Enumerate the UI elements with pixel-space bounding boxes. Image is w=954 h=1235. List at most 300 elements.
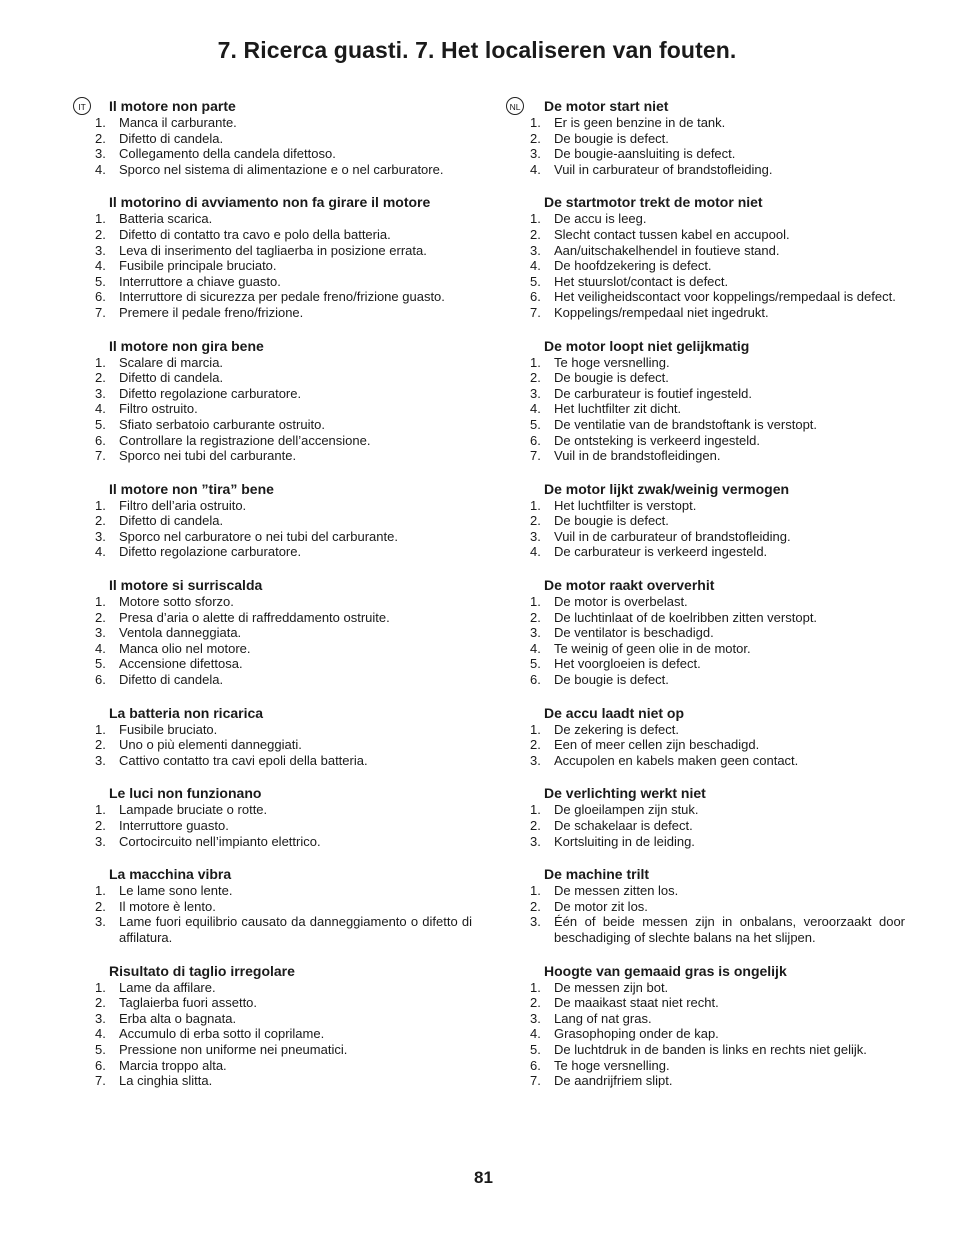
item-number: 4. xyxy=(530,258,541,274)
item-number: 2. xyxy=(530,609,541,625)
section-heading: Risultato di taglio irregolare xyxy=(109,962,295,979)
item-text: De motor is overbelast. xyxy=(554,594,688,610)
list-item xyxy=(92,737,472,753)
item-text: De gloeilampen zijn stuk. xyxy=(554,802,699,818)
item-number: 1. xyxy=(95,979,106,995)
item-number: 3. xyxy=(95,242,106,258)
item-number: 4. xyxy=(95,401,106,417)
item-text: De ventilator is beschadigd. xyxy=(554,625,714,641)
item-text: Het luchtfilter is verstopt. xyxy=(554,497,697,513)
list-item xyxy=(527,355,905,371)
list-item xyxy=(527,656,905,672)
list-item xyxy=(527,594,905,610)
list-item xyxy=(527,1011,905,1027)
item-number: 2. xyxy=(95,609,106,625)
item-number: 2. xyxy=(95,995,106,1011)
item-number: 3. xyxy=(530,528,541,544)
section-heading: Il motore non ”tira” bene xyxy=(109,480,274,497)
item-text: Vuil in de carburateur of brandstofleiding. xyxy=(554,528,791,544)
item-text: Te hoge versnelling. xyxy=(554,354,670,370)
item-number: 1. xyxy=(95,354,106,370)
section-heading: La macchina vibra xyxy=(109,866,232,883)
item-number: 3. xyxy=(530,1010,541,1026)
list-item xyxy=(92,211,472,227)
list-item xyxy=(92,753,472,769)
item-text: Accumulo di erba sotto il coprilame. xyxy=(119,1026,325,1042)
item-text: Er is geen benzine in de tank. xyxy=(554,115,726,130)
section-heading: De motor lijkt zwak/weinig vermogen xyxy=(544,480,790,497)
item-number: 1. xyxy=(95,211,106,227)
item-text: Difetto regolazione carburatore. xyxy=(119,385,302,401)
item-text: Difetto di candela. xyxy=(119,370,224,386)
list-item xyxy=(92,610,472,626)
item-text: Het luchtfilter zit dicht. xyxy=(554,401,682,417)
dutch-column xyxy=(527,98,905,1106)
item-number: 7. xyxy=(95,1073,106,1089)
item-number: 1. xyxy=(530,721,541,737)
troubleshooting-section xyxy=(527,705,905,769)
section-heading: De startmotor trekt de motor niet xyxy=(544,194,763,211)
list-item xyxy=(527,672,905,688)
item-number: 5. xyxy=(530,416,541,432)
item-text: De bougie is defect. xyxy=(554,672,669,688)
list-item xyxy=(527,899,905,915)
item-text: Koppelings/rempedaal niet ingedrukt. xyxy=(554,304,769,320)
item-text: Het stuurslot/contact is defect. xyxy=(554,273,729,289)
item-text: De messen zijn bot. xyxy=(554,979,669,995)
item-text: De messen zitten los. xyxy=(554,883,679,899)
item-number: 4. xyxy=(95,258,106,274)
item-text: Te weinig of geen olie in de motor. xyxy=(554,640,751,656)
list-item xyxy=(527,1042,905,1058)
item-text: De luchtdruk in de banden is links en rechts niet gelijk. xyxy=(554,1041,867,1057)
item-text: Erba alta o bagnata. xyxy=(119,1010,237,1026)
list-item xyxy=(92,722,472,738)
troubleshooting-section xyxy=(527,785,905,849)
item-text: Filtro ostruito. xyxy=(119,401,198,417)
list-item xyxy=(527,1026,905,1042)
list-item xyxy=(527,914,905,945)
list-item xyxy=(92,131,472,147)
item-text: Manca il carburante. xyxy=(119,115,237,130)
item-number: 3. xyxy=(95,528,106,544)
item-number: 3. xyxy=(530,146,541,162)
item-number: 5. xyxy=(95,1041,106,1057)
item-text: Sfiato serbatoio carburante ostruito. xyxy=(119,416,325,432)
item-text: Ventola danneggiata. xyxy=(119,625,242,641)
item-number: 3. xyxy=(95,833,106,849)
list-item xyxy=(527,498,905,514)
language-badge-nl: NL xyxy=(506,97,524,115)
list-item xyxy=(527,115,905,131)
item-number: 1. xyxy=(530,115,541,130)
item-text: Sporco nel carburatore o nei tubi del carburante. xyxy=(119,528,398,544)
list-item xyxy=(92,498,472,514)
item-number: 2. xyxy=(530,226,541,242)
list-item xyxy=(92,115,472,131)
list-item xyxy=(92,146,472,162)
list-item xyxy=(527,995,905,1011)
list-item xyxy=(527,737,905,753)
item-text: Difetto di candela. xyxy=(119,130,224,146)
item-text: De accu is leeg. xyxy=(554,211,647,227)
list-item xyxy=(527,401,905,417)
item-number: 5. xyxy=(95,656,106,672)
section-heading: La batteria non ricarica xyxy=(109,704,264,721)
item-number: 2. xyxy=(530,737,541,753)
section-heading: De verlichting werkt niet xyxy=(544,785,706,802)
item-number: 3. xyxy=(95,146,106,162)
list-item xyxy=(92,818,472,834)
item-number: 4. xyxy=(95,161,106,177)
list-item xyxy=(527,448,905,464)
item-number: 5. xyxy=(530,273,541,289)
item-number: 1. xyxy=(95,883,106,899)
list-item xyxy=(527,753,905,769)
item-number: 2. xyxy=(95,130,106,146)
item-text: Één of beide messen zijn in onbalans, veroorzaakt door beschadiging of slechte balans na het slijpen. xyxy=(554,914,905,945)
item-number: 3. xyxy=(95,914,106,930)
item-number: 1. xyxy=(95,115,106,130)
item-text: De maaikast staat niet recht. xyxy=(554,995,719,1011)
list-item xyxy=(527,529,905,545)
item-text: De hoofdzekering is defect. xyxy=(554,258,712,274)
item-text: Kortsluiting in de leiding. xyxy=(554,833,695,849)
item-number: 3. xyxy=(530,625,541,641)
troubleshooting-section xyxy=(92,785,472,849)
item-text: Lame fuori equilibrio causato da danneggiamento o difetto di affilatura. xyxy=(119,914,472,945)
troubleshooting-section xyxy=(92,338,472,464)
list-item xyxy=(527,146,905,162)
item-number: 2. xyxy=(530,130,541,146)
item-number: 1. xyxy=(530,211,541,227)
list-item xyxy=(527,386,905,402)
list-item xyxy=(527,625,905,641)
list-item xyxy=(92,274,472,290)
item-number: 7. xyxy=(95,448,106,464)
troubleshooting-section xyxy=(527,194,905,320)
item-text: La cinghia slitta. xyxy=(119,1073,213,1089)
troubleshooting-section xyxy=(92,194,472,320)
list-item xyxy=(527,544,905,560)
list-item xyxy=(92,883,472,899)
list-item xyxy=(527,258,905,274)
item-number: 5. xyxy=(95,416,106,432)
item-text: Difetto di contatto tra cavo e polo della batteria. xyxy=(119,226,391,242)
item-number: 6. xyxy=(530,432,541,448)
section-heading: Il motorino di avviamento non fa girare il motore xyxy=(109,194,431,211)
item-number: 4. xyxy=(530,1026,541,1042)
item-text: Leva di inserimento del tagliaerba in posizione errata. xyxy=(119,242,427,258)
item-number: 3. xyxy=(95,385,106,401)
troubleshooting-section xyxy=(92,98,472,177)
list-item xyxy=(527,1073,905,1089)
list-item xyxy=(527,641,905,657)
item-number: 2. xyxy=(530,513,541,529)
item-number: 3. xyxy=(530,242,541,258)
list-item xyxy=(92,386,472,402)
section-heading: De machine trilt xyxy=(544,866,650,883)
list-item xyxy=(92,529,472,545)
item-number: 6. xyxy=(530,1057,541,1073)
item-text: De carburateur is foutief ingesteld. xyxy=(554,385,752,401)
list-item xyxy=(527,243,905,259)
item-number: 3. xyxy=(95,625,106,641)
item-text: Premere il pedale freno/frizione. xyxy=(119,304,304,320)
list-item xyxy=(92,594,472,610)
item-number: 5. xyxy=(95,273,106,289)
item-number: 1. xyxy=(530,497,541,513)
item-number: 1. xyxy=(530,802,541,818)
list-item xyxy=(527,802,905,818)
section-heading: Le luci non funzionano xyxy=(109,785,262,802)
troubleshooting-section xyxy=(527,98,905,177)
list-item xyxy=(92,289,472,305)
item-number: 2. xyxy=(95,226,106,242)
list-item xyxy=(92,243,472,259)
list-item xyxy=(92,305,472,321)
list-item xyxy=(92,802,472,818)
item-text: De bougie is defect. xyxy=(554,370,669,386)
item-text: De bougie-aansluiting is defect. xyxy=(554,146,736,162)
item-number: 2. xyxy=(95,737,106,753)
list-item xyxy=(92,656,472,672)
item-text: Een of meer cellen zijn beschadigd. xyxy=(554,737,760,753)
item-text: Accensione difettosa. xyxy=(119,656,243,672)
item-text: Pressione non uniforme nei pneumatici. xyxy=(119,1041,348,1057)
item-number: 3. xyxy=(530,833,541,849)
item-number: 1. xyxy=(530,979,541,995)
item-text: Motore sotto sforzo. xyxy=(119,594,234,610)
item-text: De aandrijfriem slipt. xyxy=(554,1073,673,1089)
item-number: 6. xyxy=(95,1057,106,1073)
troubleshooting-section xyxy=(527,963,905,1089)
item-number: 2. xyxy=(95,370,106,386)
item-text: Difetto regolazione carburatore. xyxy=(119,544,302,560)
item-text: Scalare di marcia. xyxy=(119,354,224,370)
item-number: 6. xyxy=(530,672,541,688)
item-text: De schakelaar is defect. xyxy=(554,818,693,833)
list-item xyxy=(527,289,905,305)
list-item xyxy=(527,1058,905,1074)
list-item xyxy=(92,914,472,945)
item-number: 4. xyxy=(530,544,541,560)
item-number: 5. xyxy=(530,1041,541,1057)
list-item xyxy=(92,355,472,371)
item-number: 3. xyxy=(95,1010,106,1026)
list-item xyxy=(527,417,905,433)
list-item xyxy=(527,370,905,386)
item-number: 1. xyxy=(95,721,106,737)
section-heading: De accu laadt niet op xyxy=(544,704,685,721)
list-item xyxy=(527,227,905,243)
list-item xyxy=(92,162,472,178)
item-text: Vuil in de brandstofleidingen. xyxy=(554,448,721,464)
item-text: De bougie is defect. xyxy=(554,513,669,529)
troubleshooting-section xyxy=(527,481,905,560)
item-number: 4. xyxy=(95,544,106,560)
item-text: Het voorgloeien is defect. xyxy=(554,656,701,672)
troubleshooting-section xyxy=(92,705,472,769)
item-text: Difetto di candela. xyxy=(119,672,224,688)
item-text: Aan/uitschakelhendel in foutieve stand. xyxy=(554,242,780,258)
list-item xyxy=(92,544,472,560)
item-text: De luchtinlaat of de koelribben zitten verstopt. xyxy=(554,609,818,625)
item-text: Interruttore a chiave guasto. xyxy=(119,273,281,289)
list-item xyxy=(527,980,905,996)
page-title: 7. Ricerca guasti. 7. Het localiseren van fouten. xyxy=(217,37,737,63)
section-heading: De motor start niet xyxy=(544,98,669,114)
item-number: 3. xyxy=(95,752,106,768)
item-number: 2. xyxy=(95,818,106,833)
list-item xyxy=(92,834,472,850)
item-text: Uno o più elementi danneggiati. xyxy=(119,737,302,753)
item-number: 4. xyxy=(530,640,541,656)
item-number: 7. xyxy=(530,448,541,464)
troubleshooting-section xyxy=(527,577,905,688)
item-number: 7. xyxy=(530,304,541,320)
list-item xyxy=(92,1026,472,1042)
item-text: Difetto di candela. xyxy=(119,513,224,529)
item-number: 4. xyxy=(95,640,106,656)
item-text: Filtro dell’aria ostruito. xyxy=(119,497,247,513)
item-text: Accupolen en kabels maken geen contact. xyxy=(554,752,799,768)
list-item xyxy=(527,433,905,449)
item-number: 4. xyxy=(95,1026,106,1042)
list-item xyxy=(527,513,905,529)
item-text: Vuil in carburateur of brandstofleiding. xyxy=(554,161,773,177)
list-item xyxy=(92,1042,472,1058)
item-text: Te hoge versnelling. xyxy=(554,1057,670,1073)
item-text: De carburateur is verkeerd ingesteld. xyxy=(554,544,768,560)
item-text: Marcia troppo alta. xyxy=(119,1057,227,1073)
troubleshooting-section xyxy=(92,963,472,1089)
list-item xyxy=(527,834,905,850)
item-number: 1. xyxy=(95,802,106,818)
item-number: 5. xyxy=(530,656,541,672)
list-item xyxy=(92,227,472,243)
item-text: Interruttore di sicurezza per pedale freno/frizione guasto. xyxy=(119,289,445,305)
troubleshooting-section xyxy=(92,481,472,560)
list-item xyxy=(92,625,472,641)
item-number: 2. xyxy=(530,370,541,386)
item-text: Interruttore guasto. xyxy=(119,818,229,833)
list-item xyxy=(527,818,905,834)
item-text: Fusibile principale bruciato. xyxy=(119,258,277,274)
section-heading: De motor raakt oververhit xyxy=(544,577,715,594)
section-heading: Hoogte van gemaaid gras is ongelijk xyxy=(544,962,787,979)
item-text: Controllare la registrazione dell’accensione. xyxy=(119,432,371,448)
troubleshooting-section xyxy=(527,866,905,945)
item-number: 1. xyxy=(530,883,541,899)
item-text: Lame da affilare. xyxy=(119,979,216,995)
list-item xyxy=(527,305,905,321)
list-item xyxy=(527,274,905,290)
item-number: 1. xyxy=(530,354,541,370)
list-item xyxy=(527,162,905,178)
page-number: 81 xyxy=(474,1168,493,1187)
list-item xyxy=(92,370,472,386)
list-item xyxy=(92,417,472,433)
item-number: 2. xyxy=(95,898,106,914)
item-text: Cattivo contatto tra cavi epoli della batteria. xyxy=(119,752,368,768)
item-number: 3. xyxy=(530,914,541,930)
item-text: Slecht contact tussen kabel en accupool. xyxy=(554,226,790,242)
item-number: 4. xyxy=(530,161,541,177)
list-item xyxy=(92,448,472,464)
item-number: 7. xyxy=(95,304,106,320)
item-number: 4. xyxy=(530,401,541,417)
item-text: Het veiligheidscontact voor koppelings/rempedaal is defect. xyxy=(554,289,896,305)
section-heading: Il motore non gira bene xyxy=(109,337,264,354)
item-number: 3. xyxy=(530,752,541,768)
list-item xyxy=(92,995,472,1011)
list-item xyxy=(527,131,905,147)
troubleshooting-section xyxy=(92,866,472,945)
item-text: Cortocircuito nell’impianto elettrico. xyxy=(119,833,321,849)
item-text: Taglaierba fuori assetto. xyxy=(119,995,258,1011)
item-text: Le lame sono lente. xyxy=(119,883,233,899)
list-item xyxy=(527,610,905,626)
list-item xyxy=(527,883,905,899)
language-badge-it: IT xyxy=(73,97,91,115)
item-text: Batteria scarica. xyxy=(119,211,213,227)
item-number: 1. xyxy=(95,594,106,610)
item-number: 3. xyxy=(530,385,541,401)
item-number: 2. xyxy=(530,818,541,833)
list-item xyxy=(92,433,472,449)
italian-column xyxy=(92,98,472,1106)
list-item xyxy=(92,1011,472,1027)
item-number: 2. xyxy=(530,995,541,1011)
item-text: De zekering is defect. xyxy=(554,721,680,737)
item-text: De ontsteking is verkeerd ingesteld. xyxy=(554,432,760,448)
item-text: Lang of nat gras. xyxy=(554,1010,652,1026)
item-text: Grasophoping onder de kap. xyxy=(554,1026,719,1042)
list-item xyxy=(527,211,905,227)
item-number: 6. xyxy=(95,432,106,448)
item-number: 2. xyxy=(95,513,106,529)
item-number: 6. xyxy=(530,289,541,305)
troubleshooting-section xyxy=(92,577,472,688)
section-heading: Il motore si surriscalda xyxy=(109,577,263,594)
item-number: 1. xyxy=(530,594,541,610)
item-text: Sporco nel sistema di alimentazione e o nel carburatore. xyxy=(119,161,444,177)
list-item xyxy=(527,722,905,738)
item-text: Fusibile bruciato. xyxy=(119,721,218,737)
item-number: 6. xyxy=(95,672,106,688)
item-number: 2. xyxy=(530,898,541,914)
list-item xyxy=(92,1058,472,1074)
list-item xyxy=(92,401,472,417)
list-item xyxy=(92,513,472,529)
item-text: De bougie is defect. xyxy=(554,130,669,146)
item-text: Lampade bruciate o rotte. xyxy=(119,802,268,818)
item-text: Sporco nei tubi del carburante. xyxy=(119,448,297,464)
item-text: Presa d’aria o alette di raffreddamento ostruite. xyxy=(119,609,390,625)
item-text: Il motore è lento. xyxy=(119,898,216,914)
item-number: 6. xyxy=(95,289,106,305)
item-number: 7. xyxy=(530,1073,541,1089)
list-item xyxy=(92,672,472,688)
list-item xyxy=(92,258,472,274)
section-heading: De motor loopt niet gelijkmatig xyxy=(544,337,750,354)
list-item xyxy=(92,641,472,657)
item-text: Collegamento della candela difettoso. xyxy=(119,146,336,162)
item-text: De motor zit los. xyxy=(554,898,648,914)
section-heading: Il motore non parte xyxy=(109,98,236,114)
item-text: Manca olio nel motore. xyxy=(119,640,251,656)
